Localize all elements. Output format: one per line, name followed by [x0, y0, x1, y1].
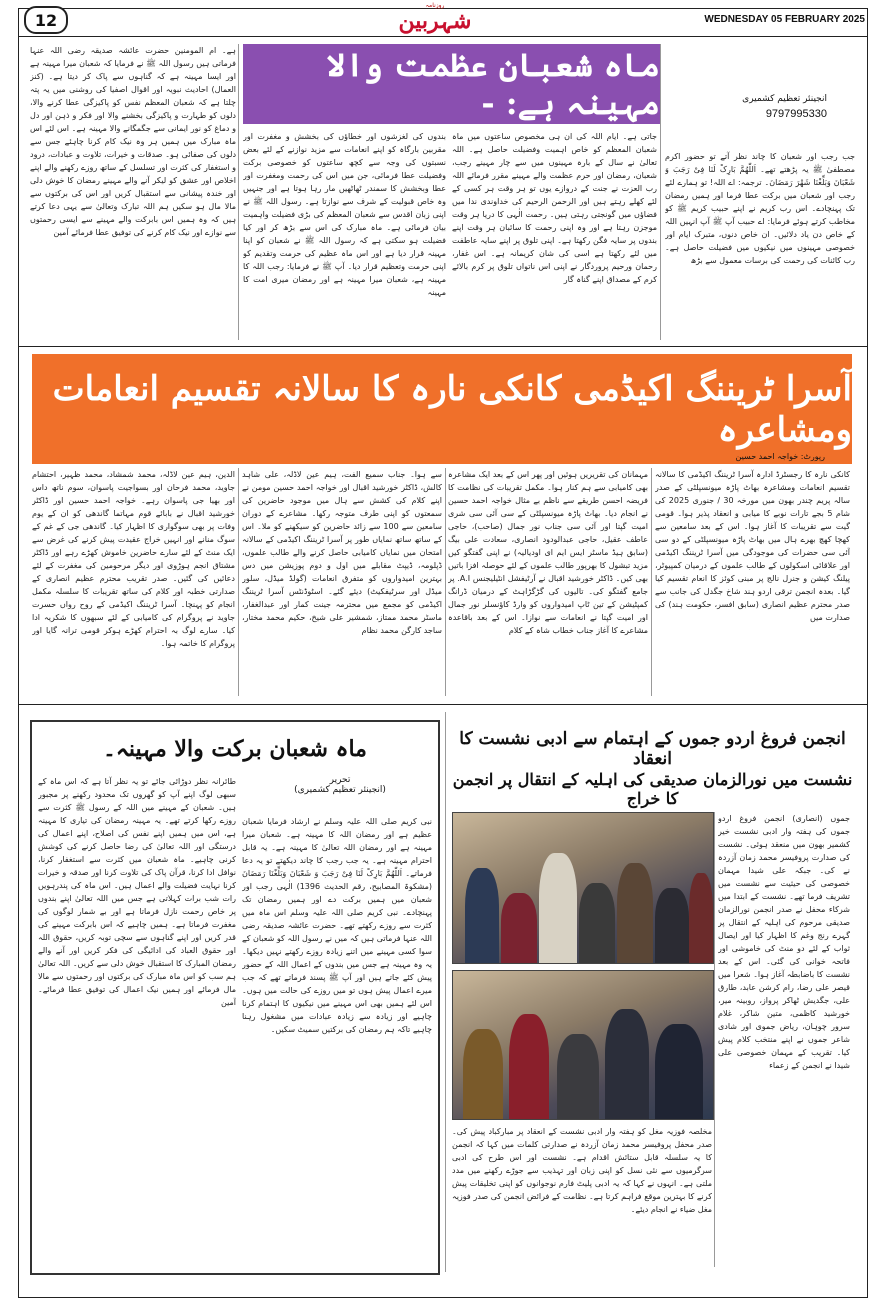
page-number: 12	[24, 6, 68, 34]
article2-column-4: الدین، ہیم عین لاڈلہ، محمد شمشاد، محمد ظہیر، احتشام جاوید، محمد فرحان اور بسواجیت پاسوان، سوم ناتھ داس اور بھیا جی پاسوان رہے۔ خواجہ احمد حسین اور ڈاکٹر خورشید اقبال نے بابائے قوم مہاتما گاندھی کو ان کے یوم وفات پر بھی سوگواری کا اظہار کیا۔ گاندھی جی کے غم کے سوگ منانے اور انہیں خراج عقیدت پیش کرنے کی غرض سے ایک منٹ کے لئے سارے حاضرین خاموش کھڑے رہے اور ڈاکٹر مشتاق انجم ہوڑوی اور دیگر مرحومین کی مغفرت کے لئے دعائیں کی گئیں۔ صدر تقریب محترم عظیم انصاری کے صدارتی خطبہ اور کلام کی ساتھ تقریبات کا سلسلہ مکمل انجام کو پہنچا۔ آسرا ٹریننگ اکیڈمی کے روح رواں حسرت جاوید نے پروگرام کی کامیابی کے لئے سبھوں کا شکریہ ادا کیا۔ سارے لوگ بہ احترام کھڑے ہوکر قومی ترانہ گایا اور پروگرام کا خاتمہ ہوا۔	[32, 470, 235, 648]
article3-byline	[250, 775, 430, 795]
article1-author-name: انجینئر تعظیم کشمیری	[742, 94, 827, 104]
article2-column-2: مہمانان کی تقریریں ہوئیں اور پھر اس کے بعد ایک مشاعرہ بھی کامیابی سے ہم کنار ہوا۔ مکمل تقریبات کی نظامت کا فریضہ احسن طریقے سے ناظم بے مثال خواجہ احمد حسین نے انجام دیا۔ بھاٹ پاڑہ میونسپلٹی کے سی آئی سی شری امیت گپتا اور آئی سی جناب نور جمال (صاحب)، حاجی عاطف عقیل، حاجی عبدالودود انصاری، سعادت علی بیگ (سابق ہیڈ ماسٹر ایس ایم ای اودیالیہ) نے اپنی گفتگو کیں مزید تبشول کا بھرپور طالب علموں کے لئے حوصلہ افزا باتیں بھی کیں۔ ڈاکٹر خورشید اقبال نے آرٹیفشل انٹیلیجنس A.I. پر جامع گفتگو کی۔ تالیوں کی گڑگڑاہٹ کے درمیان ڈرانگ کمپٹیشن کے تین ٹاپ امیدواروں کو وارڈ کاؤنسلر نور جمال اور امیت گپتا نے انعامات سے نوازا۔ اس کے بعد باقاعدہ مشاعرے کا آغاز جناب خطاب شاہ کے کلام	[448, 470, 648, 635]
article4-title-1: انجمن فروغ اردو جموں کے اہتمام سے ادبی نشست کا انعقاد	[459, 729, 846, 769]
article1-column-2: جاتی ہے۔ ایام اللہ کی ان ہی مخصوص ساعتوں میں ماہ شعبان المعظم کو خاص اہمیت وفضیلت حاصل ہے۔ اللہ تعالیٰ نے سال کے بارہ مہینوں میں سے چار مہینے رجب، شعبان، رمضان اور حرم عظمت والے مہینے مقرر فرمائے اللہ رب العزت نے جنت کے دروازے یوں تو ہر وقت ہر کسی کے لئے کھلے رہتے ہیں اور الرحمن الرحیم کی خداوندی ندا میں فضاؤں میں گونجتی رہتی ہیں۔ رحمت الٰہی کا دریا ہر وقت موجزن رہتا ہے اور وہ اپنی رحمت کا سائبان ہر وقت اپنے بندوں پر سایہ فگن رکھتا ہے۔ اپنی تلوق پر اپنے سایہ عاطفت میں لئے رکھتا ہے اسی کی شان کریمانہ ہے۔ اس غفار، رحمان ورحیم پروردگار نے اپنی اس ناتواں تلوق پر کرم بالائے کرم کے مصداق اپنے گناہ گار	[452, 132, 657, 284]
article2-column-3: سے ہوا۔ جناب سمیع الفت، ہیم عین لاڈلہ، علی شاہد کالش، ڈاکٹر خورشید اقبال اور خواجہ احمد حسین مومن نے اپنے کلام کی کشش سے ہال میں موجود حاضرین کی سمعتوں کو اپنی طرف متوجہ رکھا۔ مشاعرے کے دوران سامعین سے 100 سے زائد حاضرین کو سیکھنے کو ملا۔ اس کے ساتھ ساتھ نمایاں طور پر آسرا ٹریننگ اکیڈمی کے سالانہ امتحان میں نمایاں کامیابی حاصل کرنے والے طالب علموں، ڈپلومہ، ڈیپٹ مقابلے میں اول و دوم پوزیشن میں دس بہترین امیدواروں کو متفرق انعامات (گولڈ میڈل، سلور میڈل اور سرٹیفکیٹ) دیئے گئے۔ اسٹوڈنٹس آسرا ٹریننگ اکیڈمی کو مجمع میں محترمہ جینت کمار اور عبدالغفار، ماسٹر محمد ممتاز، شمشیر علی شیخ، حکیم محمد مختار، ساجد کارگن محمد نظام	[242, 470, 442, 635]
column-divider	[714, 812, 715, 1267]
photo-icon	[452, 812, 714, 964]
article2-column-1: کانکی نارہ کا رجسٹرڈ ادارہ آسرا ٹریننگ اکیڈمی کا سالانہ تقسیم انعامات ومشاعرہ بھاٹ پاڑہ میونسپلٹی کے صدر سالہ پریم چندر بھون میں مورخہ 30 / جنوری 2025 کی شام 5 بجے تارات نوبے کا میابی و انعقاد پذیر ہوا۔ قومی گیت سے تقریبات کا آغاز ہوا۔ اس کے بعد سامعین سے کھچا کھچ بھرے ہال میں بھاٹ پاڑہ میونسپلٹی کے دو سی آئی سی حضرات کی موجودگی میں آسرا ٹریننگ اکیڈمی اور علاقائی اسکولوں کے طالب علموں کے درمیان کمپیوٹر، پیلنگ کیشن و جنرل نالج پر مبنی کوئز کا انعام تقسیم کیا گیا۔ بعدہ انجمن ترقی اردو ہند شاخ جگدل کی جانب سے صدر محترم عظیم انصاری (سابق افسر، حکومت ہند) کی صدارت میں	[655, 470, 850, 622]
article4-column-1: جموں (انصاری) انجمن فروغ اردو جموں کی ہفتہ وار ادبی نشست خیر کشمیر بھون میں منعقد ہوئی۔ نشست کی صدارت پروفیسر محمد زمان آزردہ نے کی۔ جبکہ علی شیدا مہمان خصوصی کی حیثیت سے نشست میں تشریف فرما تھے۔ نشست کے ابتدا میں شرکاء محفل نے صدر انجمن نورالزمان صدیقی مرحوم کی اہلیہ کے انتقال پر گہرے رنج وغم کا اظہار کیا اور ایصال ثواب کے لئے دو منٹ کی خاموشی اور فاتحہ خوانی کی گئی۔ اس کے بعد نشست کا باضابطہ آغاز ہوا۔ شعرا میں قیصر علی رضا، رام کرشن عابد، طارق علی، جگدیش ٹھاکر پرواز، روبینہ میر، خورشید کاظمی، متین شاکر، غلام سرور چوہان، ریاض جموی اور شادی شاعر جموں نے اپنے منتخب کلام پیش کیا۔ تقریب کے مہمان خصوصی علی شیدا نے انجمن کے زعماء	[718, 814, 850, 1070]
photo-icon	[452, 970, 714, 1120]
article1-column-1: جب رجب اور شعبان کا چاند نظر آتے تو حضور اکرم مصطفیٰ ﷺ یہ پڑھتے تھے۔ اَللّٰھُمَّ بَارِکْ لَنَا فِیْ رَجَبَ وَ شَعْبَانَ وَبَلِّغْنَا شَھْرَ رَمَضَانَ۔ ترجمہ: اے اللہ! تو ہمارے لئے رجب اور شعبان میں برکت عطا فرما اور ہمیں رمضان تک پہنچادے۔ اس رب کریم نے اپنے حبیب کریم ﷺ کو مخاطب کرتے ہوئے فرمایا: اے حبیب آپ ﷺ آپ انہیں اللہ کے خاص دن یاد دلائیں۔ ان خاص دنوں، متبرک ایام اور خصوصی مہینوں میں نیکیوں میں فضیلت حاصل ہے۔ رب کائنات کی رحمت کی برسات معمول سے بڑھ	[665, 152, 855, 265]
article3-column-2: نبی کریم صلی اللہ علیہ وسلم نے ارشاد فرمایا شعبان عظیم ہے اور رمضان اللہ کا مہینہ ہے۔ شعبان میرا مہینہ ہے اور رمضان اللہ تعالیٰ کا مہینہ ہے۔ یہ قابل احترام مہینہ ہے۔ یہ جب رجب کا چاند دیکھتے تو یہ دعا فرماتے۔ اَللّٰھُمَّ بَارِکْ لَنَا فِیْ رَجَبَ وَ شَعْبَانَ وَبَلِّغْنَا رَمَضَانَ (مشکوۃ المصابیح، رقم الحدیث 1396) الٰہی رجب اور شعبان میں ہمیں برکت دے اور ہمیں رمضان تک پہنچادے۔ نبی کریم صلی اللہ علیہ وسلم اس ماہ میں کثرت سے روزے رکھتے تھے۔ حضرت عائشہ صدیقہ رضی اللہ عنہا فرماتی ہیں کہ میں نے رسول اللہ کو شعبان کے سوا کسی مہینے میں اتنے زیادہ روزے رکھتے نہیں دیکھا۔ یہ وہ مہینہ ہے جس میں بندوں کے اعمال اللہ کے حضور پیش کئے جاتے ہیں اور آپ ﷺ پسند فرماتے تھے کہ جب میرے اعمال پیش ہوں تو میں روزے کی حالت میں ہوں۔ اس لئے ہمیں بھی اس مہینے میں نیکیوں کا اہتمام کرنا چاہیے اور زیادہ سے زیادہ عبادات میں مشغول رہنا چاہیے تاکہ ہم رمضان کی برکتیں سمیٹ سکیں۔	[242, 817, 432, 1034]
article1-title: ماہ شعبان عظمت والا مہینہ ہے: -	[326, 46, 660, 122]
column-divider	[445, 712, 446, 1272]
article2-title: آسرا ٹریننگ اکیڈمی کانکی نارہ کا سالانہ تقسیم انعامات ومشاعرہ	[52, 369, 852, 450]
article3-title: ماہ شعبان برکت والا مہینہ۔	[103, 736, 367, 762]
article1-column-3: بندوں کی لغزشوں اور خطاؤں کی بخشش و مغفرت اور مقربین بارگاہ کو اپنے انعامات سے مزید نوازنے کے لئے بعض نسبتوں کی وجہ سے کچھ ساعتوں کو خصوصی برکت وفضیلت عطا فرمائی، جن میں اس کی رحمت ومغفرت اور عطا وبخشش کا سمندر ٹھاٹھیں مار رہا ہوتا ہے اور جنہیں وہ خاص قبولیت کے شرف سے نوازتا ہے۔ رسول اللہ ﷺ نے اپنی زبان اقدس سے شعبان المعظم کی بڑی فضیلت واہمیت بیان فرمائی ہے۔ ماہ مبارک کی اس سے بڑھ کر اور کیا فضیلت ہو سکتی ہے کہ رسول اللہ ﷺ نے شعبان کو اپنا مہینہ قرار دیا ہے اور اس ماہ عظیم کی حرمت وتقدیم کو اپنی حرمت وتعظیم قرار دیا۔ آپ ﷺ نے فرمایا: رجب اللہ کا مہینہ ہے، شعبان میرا مہینہ ہے اور رمضان میری امت کا مہینہ	[243, 132, 446, 297]
column-divider	[445, 468, 446, 696]
article2-title-banner	[32, 354, 852, 464]
article3-byline-name: (انجینئر تعظیم کشمیری)	[294, 785, 386, 795]
logo-tagline: روزنامہ	[425, 2, 445, 9]
article1-author	[742, 94, 827, 120]
article3-column-1: طائرانہ نظر دوڑائی جائے تو یہ نظر آتا ہے کہ اس ماہ کے سبھی لوگ اپنے آپ کو گھروں تک محدود رکھنے پر مجبور ہیں۔ شعبان کے مہینے میں اللہ کے رسول ﷺ کثرت سے روزے رکھا کرتے تھے۔ یہ مہینہ رمضان کی تیاری کا مہینہ ہے، اس میں ہمیں اپنے نفس کی اصلاح، اپنے اعمال کی درستگی اور اللہ تعالیٰ کی رضا حاصل کرنے کی کوشش کرنی چاہیے۔ ماہ شعبان میں کثرت سے استغفار کرنا، نوافل ادا کرنا، قرآن پاک کی تلاوت کرنا اور صدقہ و خیرات کرنا نہایت فضیلت والے اعمال ہیں۔ اس ماہ کی پندرہویں رات شب برات کہلاتی ہے جس میں اللہ تعالیٰ اپنے بندوں پر خاص رحمت نازل فرماتا ہے اور بے شمار لوگوں کی مغفرت فرماتا ہے۔ ہمیں چاہیے کہ اس بابرکت مہینے کی قدر کریں اور اپنے گناہوں سے سچی توبہ کریں، حقوق اللہ اور حقوق العباد کی ادائیگی کی فکر کریں اور آنے والے رمضان المبارک کا استقبال خوش دلی سے کریں۔ اللہ تعالیٰ ہم سب کو اس ماہ مبارک کی برکتوں اور رحمتوں سے مالا مال فرمائے اور ہمیں نیک اعمال کی توفیق عطا فرمائے۔ آمین	[38, 777, 236, 1007]
section-rule	[18, 704, 868, 705]
article1-author-phone: 9797995330	[765, 108, 827, 120]
newspaper-logo	[395, 2, 475, 38]
article2-reporter: رپورٹ: خواجہ احمد حسین	[735, 452, 825, 461]
column-divider	[651, 468, 652, 696]
column-divider	[238, 44, 239, 340]
header-rule	[18, 36, 868, 37]
column-divider	[660, 44, 661, 340]
logo-name: شہربین	[398, 8, 472, 34]
article3-byline-label: تحریر	[329, 775, 351, 785]
article4-title-2: نشست میں نورالزمان صدیقی کی اہلیہ کے انتقال پر انجمن کا خراج	[452, 770, 853, 808]
article1-title-banner	[243, 44, 660, 124]
issue-date: WEDNESDAY 05 FEBRUARY 2025	[704, 14, 865, 25]
article1-column-4: ہے۔ ام المومنین حضرت عائشہ صدیقہ رضی اللہ عنہا فرماتی ہیں رسول اللہ ﷺ نے فرمایا کہ شعبان میرا مہینہ ہے اور ایسا مہینہ ہے کہ گناہوں سے پاک کر دیتا ہے۔ (کنز العمال) احادیث نبویہ اور اقوال اصفیا کی روشنی میں یہ پتہ چلتا ہے کہ شعبان المعظم نفس کو پاکیزگی عطا کرنے والا، دلوں کو طہارت و پاکیزگی بخشنے والا اور فکر و ذہن اور دل و دماغ کو نور ایمانی سے جگمگانے والا مہینہ ہے۔ اس لئے اس ماہ مبارک میں ہمیں ہر وہ نیک کام کرنا چاہئے جس سے دلوں کی صفائی ہو۔ صدقات و خیرات، تلاوت و عبادات، درود و استغفار کی کثرت اور تسلسل کے ساتھ روزے رکھنے والے اپنے اخلاص اور عشق کو لیکر آنے والے مہینے رمضان کا خوش دلی اور خندہ پیشانی سے استقبال کریں اور اس کی برکتوں سے مالا مال ہو سکیں ہم اللہ تبارک وتعالیٰ سے یہی دعا کرتے ہیں کہ وہ ہمیں اس بابرکت والے مہینے سے ایسی رحمتوں سے نوازے اور نیک کام کرنے کی توفیق عطا فرمائے آمین	[30, 46, 236, 237]
article4-column-2: مخلصہ فوزیہ مغل کو ہفتہ وار ادبی نشست کے انعقاد پر مبارکباد پیش کی۔ صدر محفل پروفیسر محمد زمان آزردہ نے صدارتی کلمات میں کہا کہ انجمن کا یہ سلسلہ قابل ستائش اقدام ہے۔ نشست اور اس طرح کی ادبی سرگرمیوں سے نئی نسل کو اپنی زبان اور تہذیب سے جوڑے رکھنے میں مدد ملتی ہے۔ انہوں نے کہا کہ یہ ادبی پلیٹ فارم نوجوانوں کو اپنی تخلیقات پیش کرنے کا بہترین موقع فراہم کرتا ہے۔ نظامت کے فرائض انجمن کی صدر فوزیہ مغل ضیاء نے انجام دیئے۔	[452, 1127, 712, 1214]
section-rule	[18, 346, 868, 347]
column-divider	[238, 468, 239, 696]
